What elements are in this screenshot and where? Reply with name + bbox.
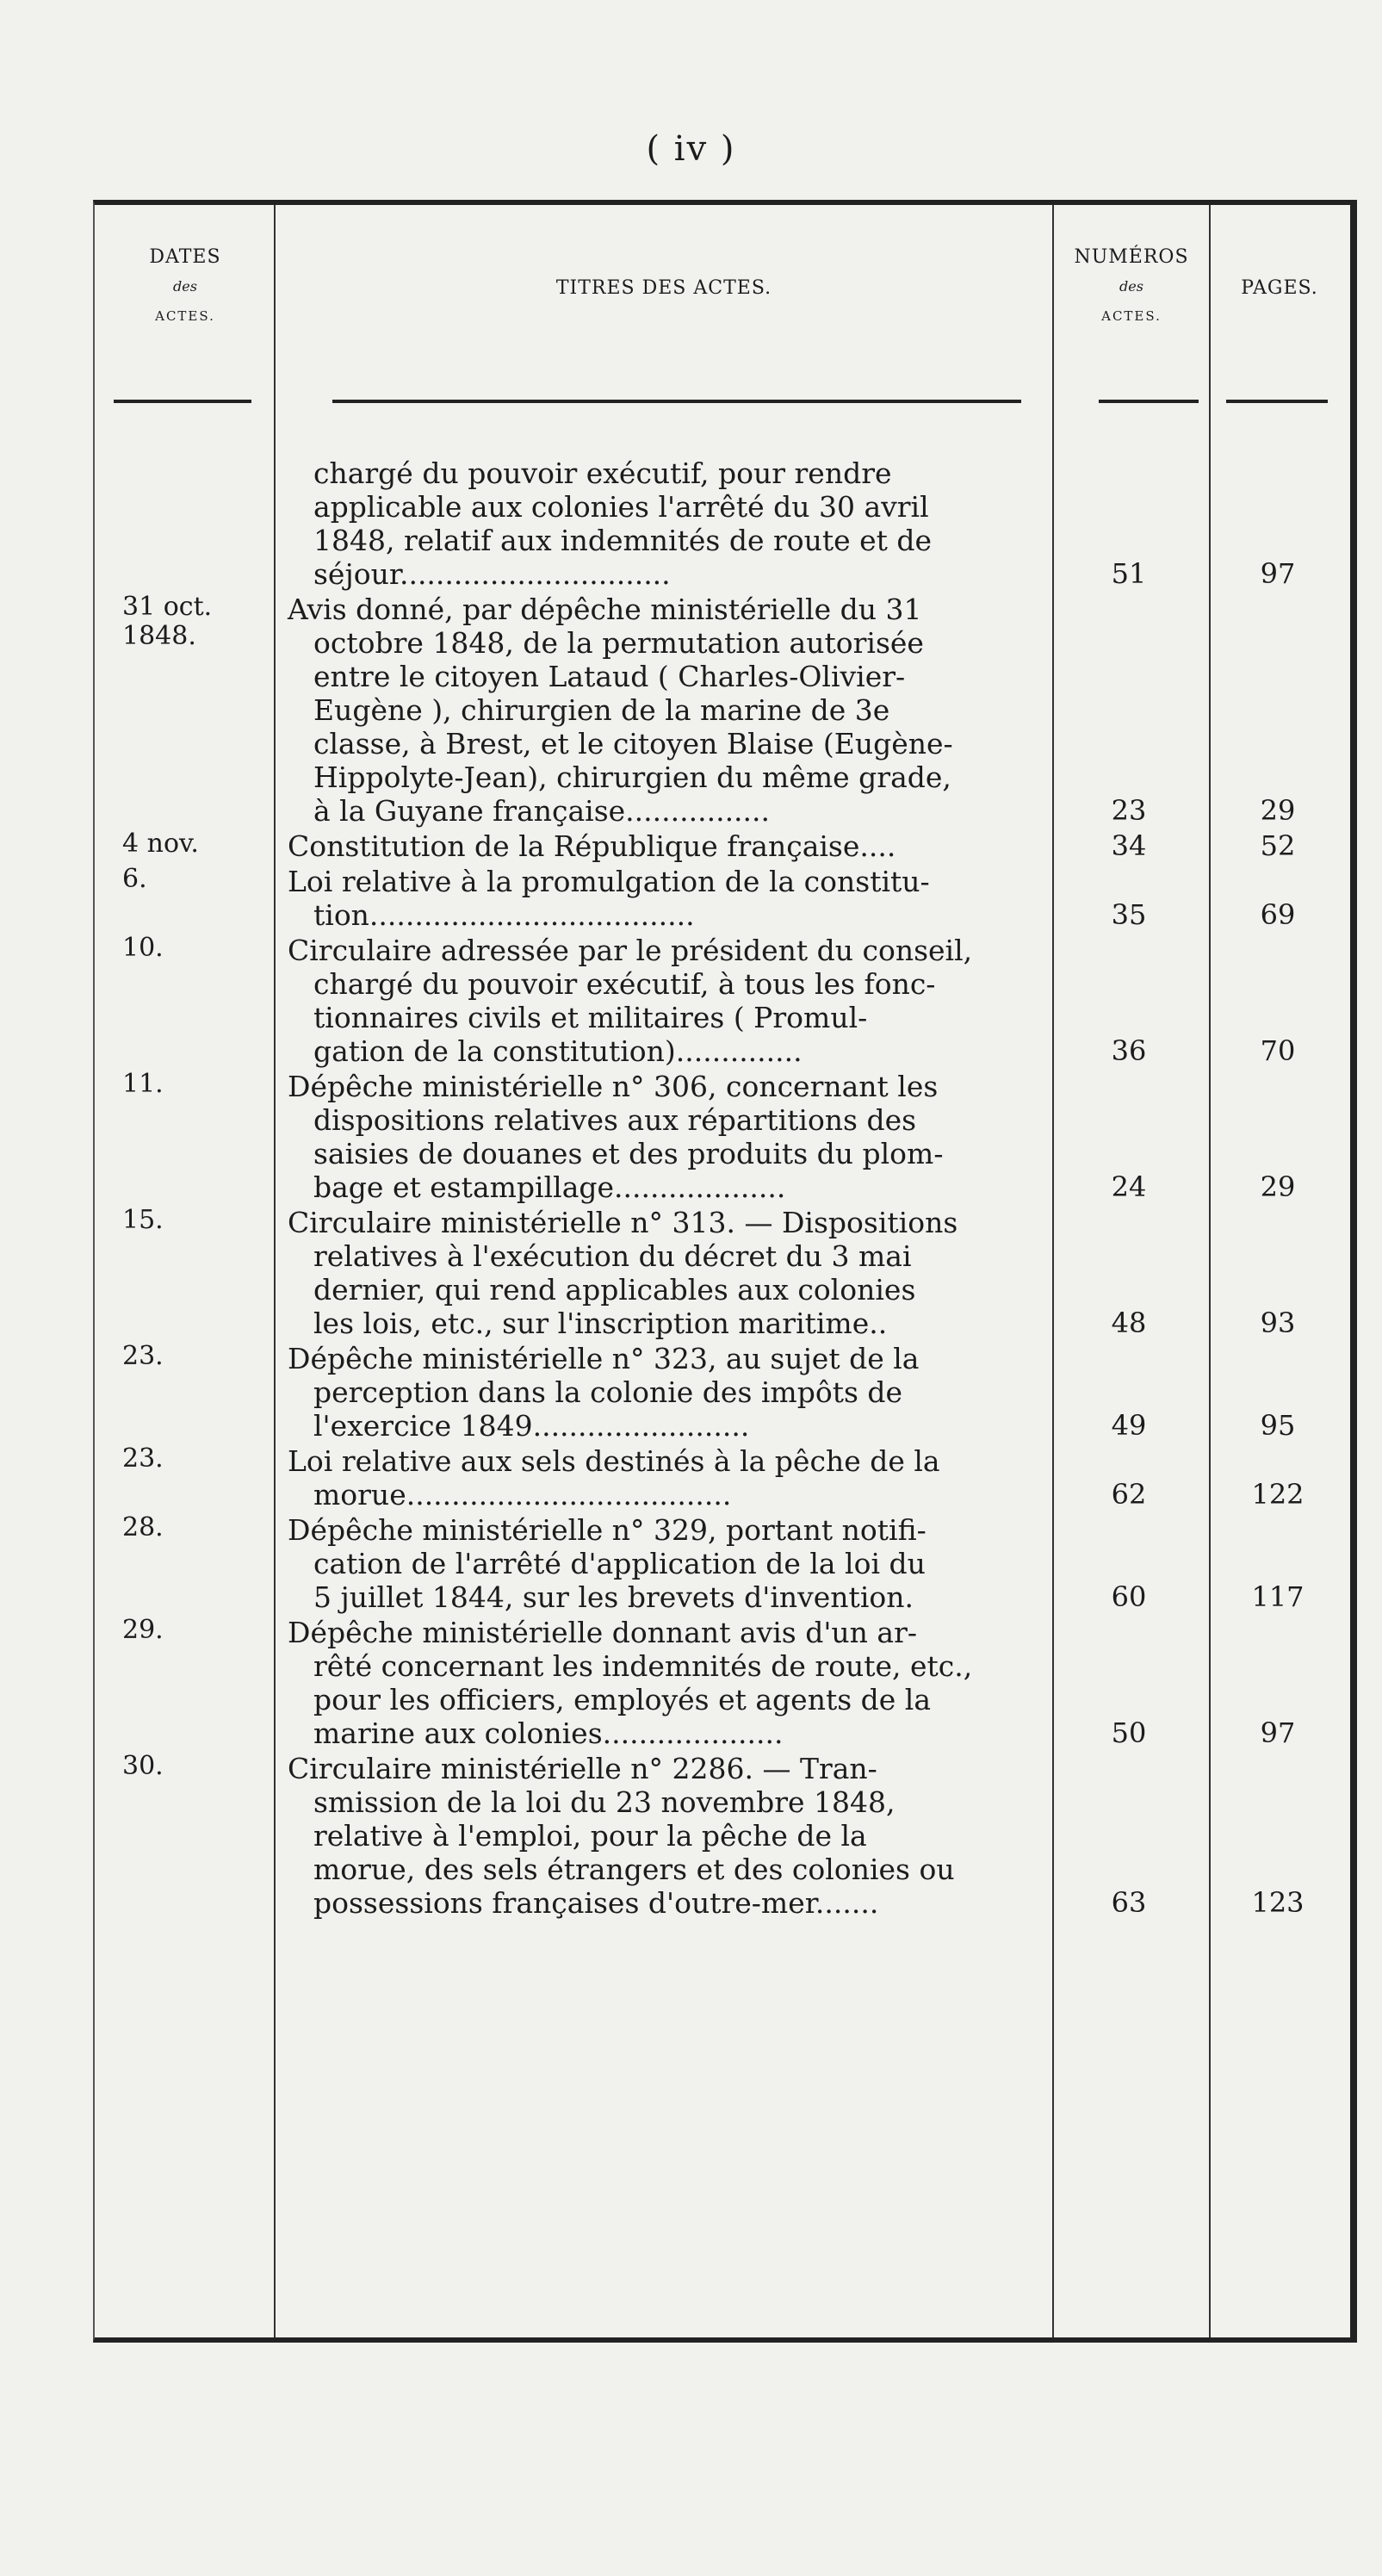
entry-title-line: bage et estampillage................... bbox=[313, 1170, 786, 1204]
entry-title-line: dispositions relatives aux répartitions des bbox=[313, 1103, 917, 1137]
entry-numero: 35 bbox=[1111, 898, 1147, 931]
entry-title bbox=[288, 1752, 1032, 1920]
header-pages bbox=[1211, 274, 1348, 303]
page-number: ( iv ) bbox=[646, 129, 736, 169]
entry-date: 23. bbox=[122, 1341, 164, 1371]
entry-numero: 49 bbox=[1111, 1409, 1147, 1442]
entry-title-line: à la Guyane française................ bbox=[313, 794, 771, 828]
entry-title-line: Loi relative aux sels destinés à la pêche de la bbox=[288, 1444, 940, 1478]
entry-date: 28. bbox=[122, 1512, 164, 1542]
entry-title bbox=[288, 1342, 1032, 1443]
entry-numero: 63 bbox=[1111, 1886, 1147, 1919]
entry-page: 123 bbox=[1251, 1886, 1305, 1919]
entry-title-line: Constitution de la République française.... bbox=[288, 829, 896, 863]
entry-title-line: Loi relative à la promulgation de la constitu- bbox=[288, 865, 930, 898]
entry-page: 29 bbox=[1260, 1170, 1296, 1203]
entry-page: 70 bbox=[1260, 1034, 1296, 1067]
header-rule-pages bbox=[1226, 400, 1328, 403]
entry-title-line: gation de la constitution).............. bbox=[313, 1034, 803, 1068]
header-rule-dates bbox=[114, 400, 251, 403]
entry-date: 29. bbox=[122, 1615, 164, 1645]
entry-page: 97 bbox=[1260, 557, 1296, 590]
entry-title-line: applicable aux colonies l'arrêté du 30 avril bbox=[313, 490, 929, 524]
column-divider-dates bbox=[274, 205, 276, 2337]
entry-title-line: classe, à Brest, et le citoyen Blaise (Eugène- bbox=[313, 727, 953, 760]
header-dates-line2: des bbox=[173, 278, 197, 295]
entry-page: 52 bbox=[1260, 829, 1296, 862]
column-divider-pages bbox=[1209, 205, 1211, 2337]
header-rule-titres bbox=[332, 400, 1021, 403]
entry-title-line: marine aux colonies.................... bbox=[313, 1716, 784, 1750]
entry-title-line: Dépêche ministérielle donnant avis d'un ar- bbox=[288, 1616, 918, 1649]
entry-numero: 60 bbox=[1111, 1580, 1147, 1613]
entry-page: 29 bbox=[1260, 794, 1296, 827]
entry-date: 4 nov. bbox=[122, 829, 199, 859]
entry-page: 95 bbox=[1260, 1409, 1296, 1442]
entry-title-line: rêté concernant les indemnités de route, etc., bbox=[313, 1649, 973, 1683]
entry-title bbox=[288, 1513, 1032, 1614]
entry-title-line: relatives à l'exécution du décret du 3 mai bbox=[313, 1239, 912, 1273]
entry-title-line: saisies de douanes et des produits du plom- bbox=[313, 1137, 944, 1170]
entry-date: 23. bbox=[122, 1443, 164, 1474]
entry-title-line: tion.................................... bbox=[313, 898, 695, 932]
entry-page: 122 bbox=[1251, 1478, 1305, 1511]
entry-title-line: possessions françaises d'outre-mer....... bbox=[313, 1886, 879, 1920]
entry-title-line: les lois, etc., sur l'inscription maritime.. bbox=[313, 1307, 888, 1340]
entry-title bbox=[288, 1206, 1032, 1340]
entry-numero: 23 bbox=[1111, 794, 1147, 827]
header-numeros bbox=[1054, 243, 1209, 331]
entry-title-line: Hippolyte-Jean), chirurgien du même grade, bbox=[313, 760, 951, 794]
header-rule-numeros bbox=[1099, 400, 1199, 403]
entry-title-line: Circulaire adressée par le président du conseil, bbox=[288, 934, 973, 967]
entry-title-line: relative à l'emploi, pour la pêche de la bbox=[313, 1819, 867, 1853]
header-titres bbox=[276, 274, 1052, 303]
entry-date: 10. bbox=[122, 933, 164, 963]
entry-title-line: perception dans la colonie des impôts de bbox=[313, 1375, 903, 1409]
entry-title-line: Dépêche ministérielle n° 323, au sujet de la bbox=[288, 1342, 920, 1375]
entry-title-line: chargé du pouvoir exécutif, pour rendre bbox=[313, 456, 892, 490]
entry-title bbox=[288, 1070, 1032, 1204]
entry-title-line: chargé du pouvoir exécutif, à tous les fonc- bbox=[313, 967, 936, 1001]
entry-title-line: Dépêche ministérielle n° 329, portant notifi- bbox=[288, 1513, 926, 1547]
header-pages-label: PAGES. bbox=[1241, 277, 1318, 299]
entry-title-line: séjour.............................. bbox=[313, 557, 671, 591]
entry-title-line: morue, des sels étrangers et des colonies ou bbox=[313, 1853, 955, 1886]
entry-title-line: Avis donné, par dépêche ministérielle du 31 bbox=[288, 593, 922, 626]
entry-numero: 48 bbox=[1111, 1307, 1147, 1339]
entry-numero: 24 bbox=[1111, 1170, 1147, 1203]
entry-title bbox=[288, 1616, 1032, 1750]
entry-title-line: pour les officiers, employés et agents de la bbox=[313, 1683, 932, 1716]
entry-title-line: 5 juillet 1844, sur les brevets d'invention. bbox=[313, 1580, 914, 1614]
entry-date: 31 oct. 1848. bbox=[122, 592, 213, 651]
entry-date: 15. bbox=[122, 1205, 164, 1235]
header-dates-line3: ACTES. bbox=[155, 308, 215, 324]
entry-title-line: 1848, relatif aux indemnités de route et de bbox=[313, 524, 933, 557]
entry-title bbox=[288, 829, 1032, 863]
column-divider-numeros bbox=[1052, 205, 1054, 2337]
entry-title-line: morue.................................... bbox=[313, 1478, 732, 1511]
entry-title-line: tionnaires civils et militaires ( Promul- bbox=[313, 1001, 868, 1034]
entry-numero: 34 bbox=[1111, 829, 1147, 862]
entry-title bbox=[288, 456, 1032, 591]
entry-title-line: Dépêche ministérielle n° 306, concernant les bbox=[288, 1070, 939, 1103]
header-numeros-line3: ACTES. bbox=[1101, 308, 1162, 324]
entry-title-line: Circulaire ministérielle n° 313. — Dispositions bbox=[288, 1206, 958, 1239]
entry-numero: 50 bbox=[1111, 1716, 1147, 1749]
entry-numero: 51 bbox=[1111, 557, 1147, 590]
entry-title bbox=[288, 865, 1032, 932]
entry-page: 117 bbox=[1251, 1580, 1305, 1613]
entry-title bbox=[288, 1444, 1032, 1511]
entry-title-line: smission de la loi du 23 novembre 1848, bbox=[313, 1785, 896, 1819]
entry-date: 11. bbox=[122, 1069, 164, 1099]
header-numeros-line1: NUMÉROS bbox=[1074, 246, 1189, 268]
entry-title bbox=[288, 593, 1032, 828]
header-dates-line1: DATES bbox=[149, 246, 221, 268]
entry-page: 97 bbox=[1260, 1716, 1296, 1749]
entry-title bbox=[288, 934, 1032, 1068]
entry-numero: 36 bbox=[1111, 1034, 1147, 1067]
header-titres-label: TITRES DES ACTES. bbox=[555, 277, 772, 299]
entry-title-line: dernier, qui rend applicables aux colonies bbox=[313, 1273, 916, 1307]
entry-date: 6. bbox=[122, 864, 147, 894]
entry-title-line: Eugène ), chirurgien de la marine de 3e bbox=[313, 693, 890, 727]
entry-page: 69 bbox=[1260, 898, 1296, 931]
entry-title-line: cation de l'arrêté d'application de la loi du bbox=[313, 1547, 926, 1580]
header-numeros-line2: des bbox=[1119, 278, 1143, 295]
entry-page: 93 bbox=[1260, 1307, 1296, 1339]
entry-title-line: entre le citoyen Lataud ( Charles-Olivier- bbox=[313, 660, 906, 693]
entry-numero: 62 bbox=[1111, 1478, 1147, 1511]
entry-title-line: octobre 1848, de la permutation autorisée bbox=[313, 626, 924, 660]
entry-title-line: Circulaire ministérielle n° 2286. — Tran- bbox=[288, 1752, 877, 1785]
entry-title-line: l'exercice 1849........................ bbox=[313, 1409, 750, 1443]
entry-date: 30. bbox=[122, 1751, 164, 1781]
header-dates bbox=[96, 243, 274, 331]
